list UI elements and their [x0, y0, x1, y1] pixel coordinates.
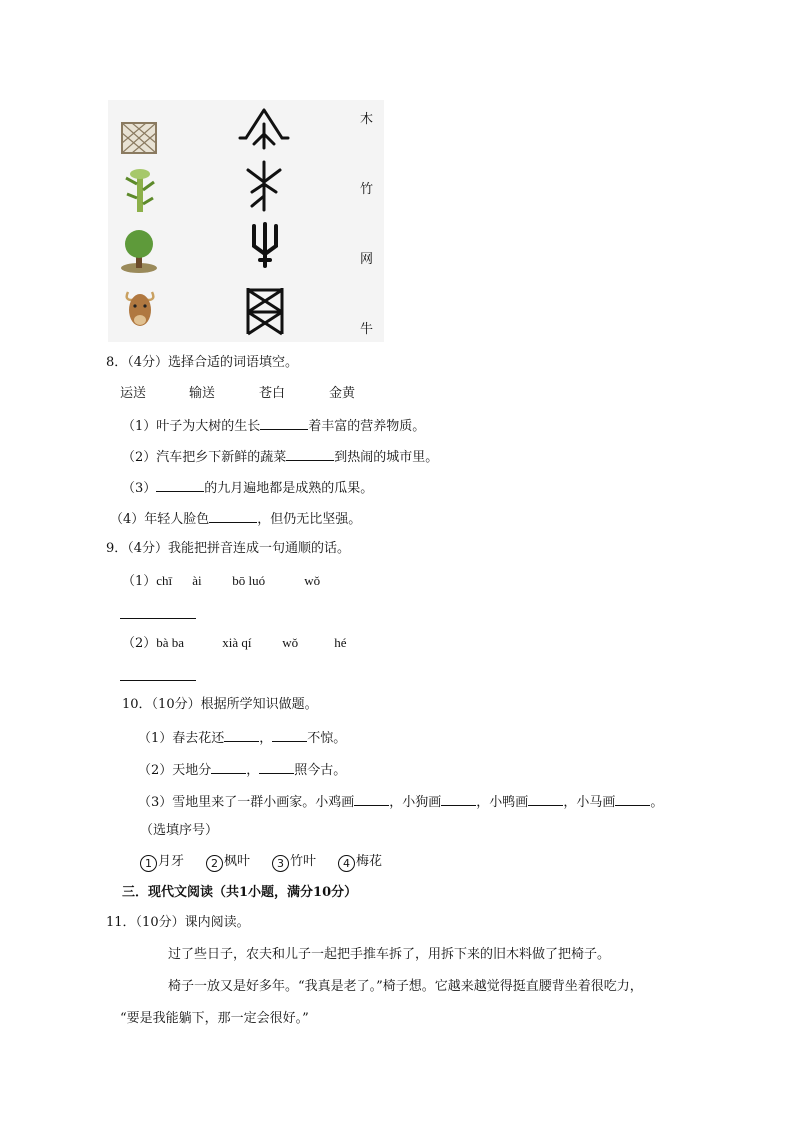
char-3: 网 [360, 252, 374, 267]
pinyin-word: wǒ [304, 573, 321, 588]
option-3 [272, 854, 316, 869]
q8-word: 输送 [189, 386, 216, 401]
net-picture-icon [118, 120, 160, 156]
option-4 [338, 854, 382, 869]
option-text: 竹叶 [290, 854, 317, 869]
net-pictograph-icon [244, 286, 286, 336]
pinyin-word: hé [334, 635, 347, 650]
pinyin-word: wǒ [282, 635, 299, 650]
answer-blank[interactable] [259, 760, 294, 774]
q8-item-text: 到热闹的城市里。 [334, 450, 439, 465]
option-text: 梅花 [356, 854, 383, 869]
q8-title: 8．（4分）选择合适的词语填空。 [106, 355, 299, 370]
q10-text: ，小马画 [563, 795, 616, 810]
circled-number: 4 [338, 855, 355, 872]
answer-line[interactable] [120, 680, 196, 681]
q10-text: （1）春去花还 [138, 731, 225, 746]
tree-picture-icon [118, 228, 160, 274]
q10-text: ，小鸭画 [476, 795, 529, 810]
q10-item-3 [138, 792, 663, 812]
q8-word: 苍白 [259, 386, 286, 401]
char-4: 牛 [360, 322, 374, 337]
q8-item-text: （4）年轻人脸色 [110, 512, 210, 527]
q9-title: 9．（4分）我能把拼音连成一句通顺的话。 [106, 541, 351, 556]
q8-item-2 [122, 447, 438, 467]
q10-text: 。 [650, 795, 664, 810]
q8-item-text: （1）叶子为大树的生长 [122, 419, 261, 434]
answer-blank[interactable] [441, 792, 476, 806]
q10-text: 照今古。 [294, 763, 347, 778]
q8-item-4 [110, 509, 361, 529]
q9-item-num: （1） [122, 574, 157, 589]
q10-text: （3）雪地里来了一群小画家。小鸡画 [138, 795, 355, 810]
q11-title: 11．（10分）课内阅读。 [106, 915, 250, 930]
option-text: 月牙 [158, 854, 185, 869]
answer-blank[interactable] [209, 509, 257, 523]
q10-text: （2）天地分 [138, 763, 212, 778]
q8-word-bank [120, 385, 355, 403]
answer-blank[interactable] [528, 792, 563, 806]
pinyin-word: chī [156, 573, 173, 588]
q10-text: ， [259, 731, 273, 746]
q9-item-1 [122, 572, 320, 591]
circled-number: 3 [272, 855, 289, 872]
ox-pictograph-icon [244, 160, 284, 212]
q11-paragraph-1: 过了些日子，农夫和儿子一起把手推车拆了，用拆下来的旧木料做了把椅子。 [168, 947, 611, 962]
answer-blank[interactable] [224, 728, 259, 742]
answer-blank[interactable] [354, 792, 389, 806]
circled-number: 1 [140, 855, 157, 872]
answer-blank[interactable] [272, 728, 307, 742]
q10-text: ，小狗画 [389, 795, 442, 810]
option-text: 枫叶 [224, 854, 251, 869]
answer-blank[interactable] [286, 447, 334, 461]
q10-options [140, 853, 404, 872]
q9-item-num: （2） [122, 636, 157, 651]
bamboo-picture-icon [122, 168, 158, 214]
option-2 [206, 854, 250, 869]
answer-line[interactable] [120, 618, 196, 619]
answer-blank[interactable] [211, 760, 246, 774]
section-heading: 三．现代文阅读（共1小题，满分10分） [122, 885, 358, 900]
q11-paragraph-2-cont: “要是我能躺下，那一定会很好。” [120, 1011, 309, 1026]
q8-item-text: （2）汽车把乡下新鲜的蔬菜 [122, 450, 287, 465]
q8-item-text: ，但仍无比坚强。 [257, 512, 362, 527]
q10-text: 不惊。 [307, 731, 347, 746]
pinyin-word: xià qí [222, 635, 252, 650]
q10-note: （选填序号） [140, 823, 219, 838]
char-1: 木 [360, 112, 374, 127]
q8-item-text: 的九月遍地都是成熟的瓜果。 [204, 481, 374, 496]
q10-item-2 [138, 760, 346, 780]
circled-number: 2 [206, 855, 223, 872]
q11-paragraph-2: 椅子一放又是好多年。“我真是老了。”椅子想。它越来越觉得挺直腰背坐着很吃力， [168, 979, 643, 994]
q9-item-2 [122, 634, 347, 653]
pinyin-word: ài [192, 573, 202, 588]
pinyin-word: bō luó [232, 573, 266, 588]
q10-text: ， [246, 763, 260, 778]
q8-item-3 [122, 478, 373, 498]
q8-item-1 [122, 416, 425, 436]
q10-item-1 [138, 728, 346, 748]
tree-pictograph-icon [236, 108, 292, 152]
q8-word: 金黄 [329, 386, 356, 401]
answer-blank[interactable] [156, 478, 204, 492]
pinyin-word: bà ba [156, 635, 185, 650]
char-2: 竹 [360, 182, 374, 197]
option-1 [140, 854, 184, 869]
answer-blank[interactable] [260, 416, 308, 430]
q10-title: 10．（10分）根据所学知识做题。 [122, 697, 318, 712]
answer-blank[interactable] [615, 792, 650, 806]
ox-picture-icon [122, 286, 158, 330]
q8-item-text: （3） [122, 481, 157, 496]
bamboo-pictograph-icon [248, 220, 282, 270]
q8-item-text: 着丰富的营养物质。 [308, 419, 426, 434]
pictograph-figure [108, 100, 384, 342]
q8-word: 运送 [120, 386, 147, 401]
